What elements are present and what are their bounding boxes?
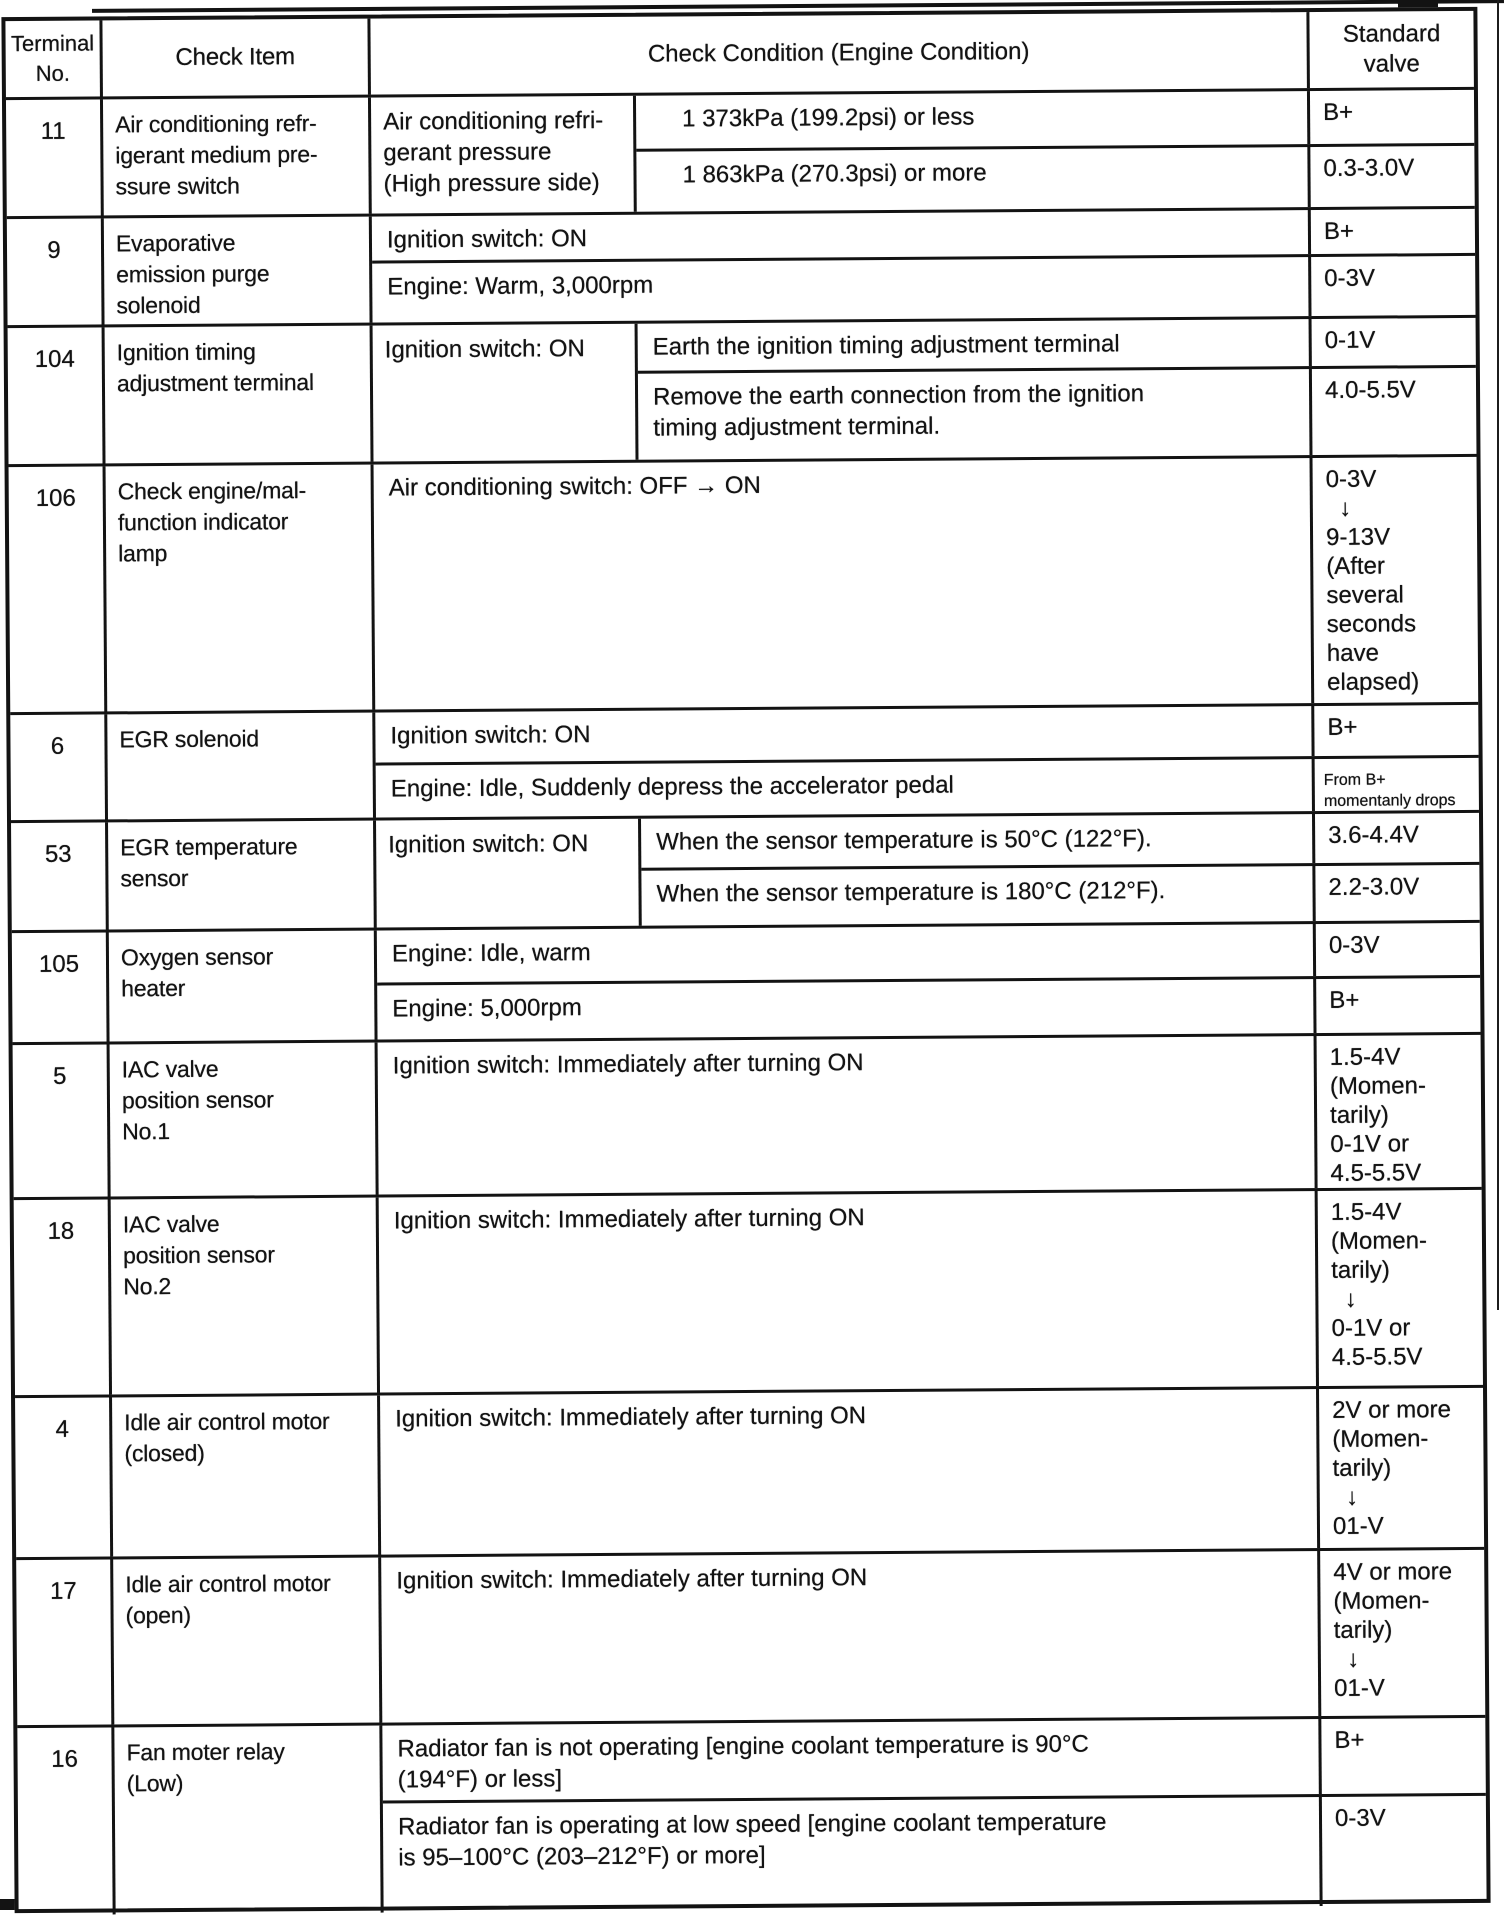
standard-value-cell: B+ [1308, 209, 1475, 254]
table-row [10, 702, 1479, 820]
standard-value-cell: 0-3V [1308, 256, 1475, 316]
terminal-no-cell: 9 [7, 218, 105, 325]
table-row [8, 315, 1477, 464]
terminal-voltage-check-table [1, 7, 1490, 1913]
condition-cell: Engine: 5,000rpm [392, 994, 582, 1023]
standard-value-cell: 0.3-3.0V [1307, 146, 1474, 207]
table-header-row [5, 11, 1473, 97]
condition-cell: Ignition switch: ON [386, 225, 588, 254]
standard-value-cell: B+ [1311, 705, 1478, 756]
condition-cell: Air conditioning switch: OFF → ON [388, 471, 761, 502]
header-terminal-no: Terminal No. [5, 20, 103, 97]
terminal-no-cell: 18 [14, 1199, 112, 1395]
table-row [7, 206, 1476, 325]
terminal-no-cell: 17 [16, 1559, 114, 1725]
terminal-no-cell: 4 [15, 1397, 113, 1557]
condition-cell: Remove the earth connection from the ignition timing adjustment terminal. [652, 380, 1145, 442]
standard-value-cell: B+ [1307, 90, 1474, 144]
terminal-no-cell: 16 [17, 1727, 115, 1915]
terminal-no-cell: 106 [9, 466, 108, 712]
condition-cell: Ignition switch: Immediately after turning ON [393, 1204, 865, 1235]
condition-cell: 1 863kPa (270.3psi) or more [682, 159, 987, 189]
standard-value-cell: 1.5-4V (Momen- tarily) 0-1V or 4.5-5.5V [1314, 1035, 1482, 1188]
check-item-cell: Ignition timing adjustment terminal [105, 326, 374, 464]
terminal-no-cell: 104 [8, 327, 106, 464]
condition-cell: Ignition switch: ON [390, 721, 591, 750]
standard-value-cell: B+ [1313, 978, 1480, 1033]
condition-cell: Engine: Idle, Suddenly depress the accelerator pedal [390, 771, 954, 803]
terminal-no-cell: 53 [11, 822, 109, 930]
condition-group-cell: Ignition switch: ON [376, 819, 642, 928]
check-item-cell: Fan moter relay (Low) [114, 1726, 383, 1915]
table-row [14, 1187, 1483, 1395]
terminal-no-cell: 105 [12, 932, 110, 1042]
condition-cell: Engine: Idle, warm [391, 939, 591, 968]
condition-cell: Ignition switch: Immediately after turning ON [395, 1402, 867, 1433]
terminal-no-cell: 11 [6, 99, 104, 216]
check-item-cell: IAC valve position sensor No.2 [111, 1198, 380, 1395]
condition-cell: Radiator fan is operating at low speed [engine coolant temperature is 95–100°C (203–212°F) or more] [397, 1808, 1107, 1872]
standard-value-cell: 4.0-5.5V [1309, 368, 1477, 455]
condition-cell: Earth the ignition timing adjustment terminal [652, 330, 1120, 361]
standard-value-cell: 0-3V ↓ 9-13V (After several seconds have elapsed) [1310, 457, 1479, 703]
standard-value-cell: 2.2-3.0V [1312, 865, 1479, 921]
check-item-cell: EGR temperature sensor [108, 821, 377, 930]
scan-artifact-page-edge [1497, 0, 1499, 1310]
condition-group-cell: Ignition switch: ON [373, 324, 639, 462]
condition-cell: Radiator fan is not operating [engine coolant temperature is 90°C (194°F) or less] [397, 1730, 1089, 1794]
standard-value-cell: From B+ momentanly drops [1312, 758, 1479, 811]
standard-value-cell: 0-1V [1309, 318, 1476, 366]
condition-cell: Ignition switch: Immediately after turning ON [392, 1049, 864, 1080]
standard-value-cell: 4V or more (Momen- tarily) ↓ 01-V [1317, 1550, 1485, 1716]
table-row [16, 1547, 1485, 1725]
check-item-cell: Idle air control motor (closed) [112, 1396, 381, 1557]
table-row [15, 1385, 1484, 1557]
standard-value-cell: 2V or more (Momen- tarily) ↓ 01-V [1316, 1388, 1484, 1548]
standard-value-cell: 0-3V [1319, 1796, 1487, 1906]
check-item-cell: Check engine/mal- function indicator lamp [106, 465, 376, 712]
table-row [17, 1715, 1486, 1915]
header-check-item: Check Item [102, 19, 371, 97]
condition-cell: Engine: Warm, 3,000rpm [387, 271, 654, 301]
condition-cell: Ignition switch: Immediately after turning ON [396, 1564, 868, 1595]
condition-cell: 1 373kPa (199.2psi) or less [682, 103, 975, 133]
table-row [11, 810, 1480, 930]
table-row [6, 87, 1475, 216]
terminal-no-cell: 6 [10, 714, 108, 820]
table-row [13, 1032, 1482, 1197]
terminal-no-cell: 5 [13, 1044, 111, 1197]
check-item-cell: Idle air control motor (open) [113, 1558, 382, 1725]
standard-value-cell: 3.6-4.4V [1312, 813, 1479, 863]
standard-value-cell: 1.5-4V (Momen- tarily) ↓ 0-1V or 4.5-5.5V [1315, 1190, 1483, 1386]
table-row [12, 920, 1481, 1042]
check-item-cell: Oxygen sensor heater [109, 931, 378, 1042]
condition-group-cell: Air conditioning refri- gerant pressure (High pressure side) [371, 96, 637, 214]
check-item-cell: Air conditioning refr- igerant medium pre- ssure switch [103, 98, 372, 216]
check-item-cell: EGR solenoid [107, 713, 376, 820]
header-check-condition: Check Condition (Engine Condition) [647, 37, 1030, 68]
condition-cell: When the sensor temperature is 50°C (122°F). [656, 825, 1152, 856]
header-standard-valve: Standard valve [1306, 11, 1474, 88]
condition-cell: When the sensor temperature is 180°C (212°F). [656, 877, 1166, 908]
standard-value-cell: B+ [1318, 1718, 1486, 1794]
check-item-cell: IAC valve position sensor No.1 [110, 1043, 379, 1197]
standard-value-cell: 0-3V [1313, 923, 1480, 976]
check-item-cell: Evaporative emission purge solenoid [104, 217, 373, 325]
table-row [9, 454, 1479, 712]
